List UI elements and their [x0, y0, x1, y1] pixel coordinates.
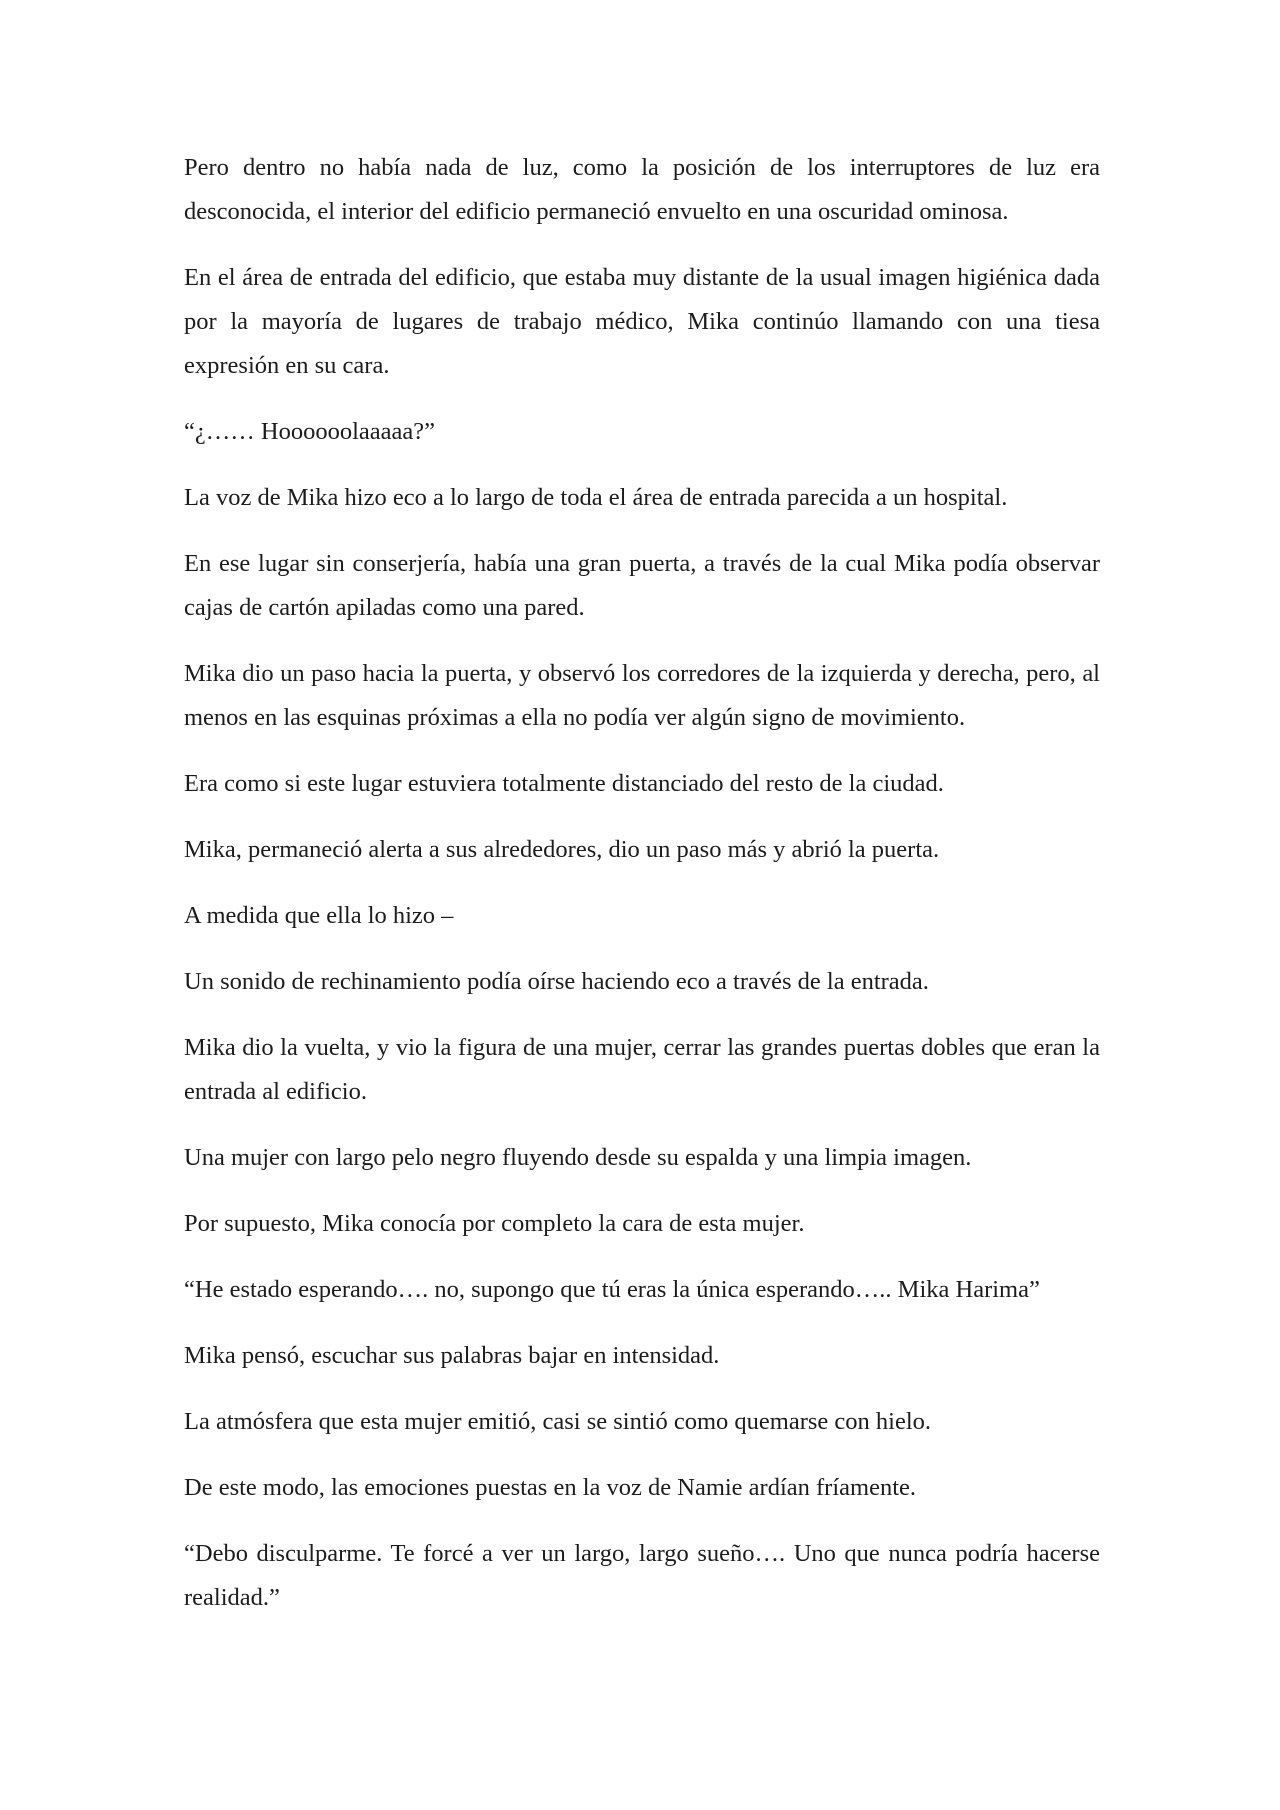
paragraph: Por supuesto, Mika conocía por completo la cara de esta mujer. [184, 1210, 805, 1237]
paragraph: De este modo, las emociones puestas en la voz de Namie ardían fríamente. [184, 1474, 917, 1501]
body-text [184, 146, 1100, 1642]
paragraph: Un sonido de rechinamiento podía oírse haciendo eco a través de la entrada. [184, 968, 929, 995]
paragraph: “He estado esperando…. no, supongo que tú eras la única esperando….. Mika Harima” [184, 1276, 1040, 1303]
paragraph: Pero dentro no había nada de luz, como la posición de los interruptores de luz era desconocida, el interior del edificio permaneció envuelto en una oscuridad ominosa. [184, 154, 1100, 225]
paragraph: La atmósfera que esta mujer emitió, casi se sintió como quemarse con hielo. [184, 1408, 932, 1435]
paragraph: En el área de entrada del edificio, que estaba muy distante de la usual imagen higiénica dada por la mayoría de lugares de trabajo médico, Mika continúo llamando con una tiesa expresión en su cara. [184, 264, 1100, 379]
paragraph: Era como si este lugar estuviera totalmente distanciado del resto de la ciudad. [184, 770, 944, 797]
paragraph: Mika, permaneció alerta a sus alrededores, dio un paso más y abrió la puerta. [184, 836, 940, 863]
paragraph: Mika dio un paso hacia la puerta, y observó los corredores de la izquierda y derecha, pero, al menos en las esquinas próximas a ella no podía ver algún signo de movimiento. [184, 660, 1100, 731]
paragraph: En ese lugar sin conserjería, había una gran puerta, a través de la cual Mika podía observar cajas de cartón apiladas como una pared. [184, 550, 1100, 621]
paragraph: “Debo disculparme. Te forcé a ver un largo, largo sueño…. Uno que nunca podría hacerse realidad.” [184, 1540, 1100, 1611]
paragraph: La voz de Mika hizo eco a lo largo de toda el área de entrada parecida a un hospital. [184, 484, 1008, 511]
paragraph: “¿…… Hoooooolaaaaa?” [184, 418, 435, 445]
paragraph: Una mujer con largo pelo negro fluyendo desde su espalda y una limpia imagen. [184, 1144, 972, 1171]
paragraph: A medida que ella lo hizo – [184, 902, 454, 929]
paragraph: Mika pensó, escuchar sus palabras bajar en intensidad. [184, 1342, 720, 1369]
paragraph: Mika dio la vuelta, y vio la figura de una mujer, cerrar las grandes puertas dobles que eran la entrada al edificio. [184, 1034, 1100, 1105]
